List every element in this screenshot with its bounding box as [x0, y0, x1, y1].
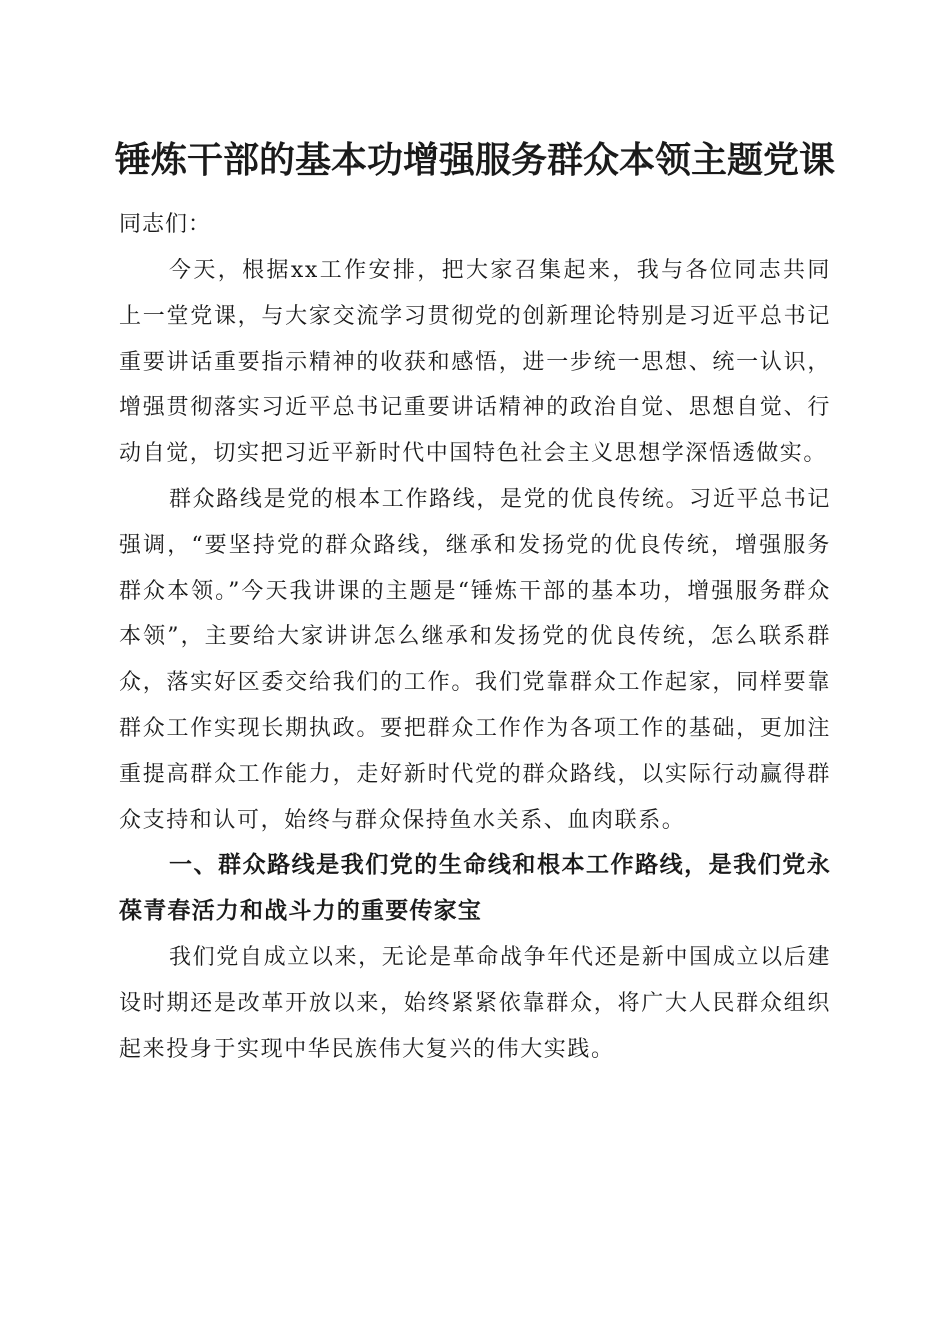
- paragraph-mass-line: 群众路线是党的根本工作路线，是党的优良传统。习近平总书记强调，“要坚持党的群众路线，继承和发扬党的优良传统，增强服务群众本领。”今天我讲课的主题是“锤炼干部的基本功，增强服务群众本领”，主要给大家讲讲怎么继承和发扬党的优良传统，怎么联系群众，落实好区委交给我们的工作。我们党靠群众工作起家，同样要靠群众工作实现长期执政。要把群众工作作为各项工作的基础，更加注重提高群众工作能力，走好新时代党的群众路线，以实际行动赢得群众支持和认可，始终与群众保持鱼水关系、血肉联系。: [119, 486, 831, 833]
- document-body: [119, 202, 831, 1072]
- document-title: 锤炼干部的基本功增强服务群众本领主题党课: [114, 139, 835, 181]
- section-heading-1: 一、群众路线是我们党的生命线和根本工作路线，是我们党永葆青春活力和战斗力的重要传家宝: [119, 852, 831, 925]
- salutation: 同志们：: [119, 212, 212, 237]
- section-1-paragraph: 我们党自成立以来，无论是革命战争年代还是新中国成立以后建设时期还是改革开放以来，始终紧紧依靠群众，将广大人民群众组织起来投身于实现中华民族伟大复兴的伟大实践。: [119, 944, 831, 1062]
- paragraph-intro: 今天，根据xx工作安排，把大家召集起来，我与各位同志共同上一堂党课，与大家交流学习贯彻党的创新理论特别是习近平总书记重要讲话重要指示精神的收获和感悟，进一步统一思想、统一认识，增强贯彻落实习近平总书记重要讲话精神的政治自觉、思想自觉、行动自觉，切实把习近平新时代中国特色社会主义思想学深悟透做实。: [119, 258, 831, 467]
